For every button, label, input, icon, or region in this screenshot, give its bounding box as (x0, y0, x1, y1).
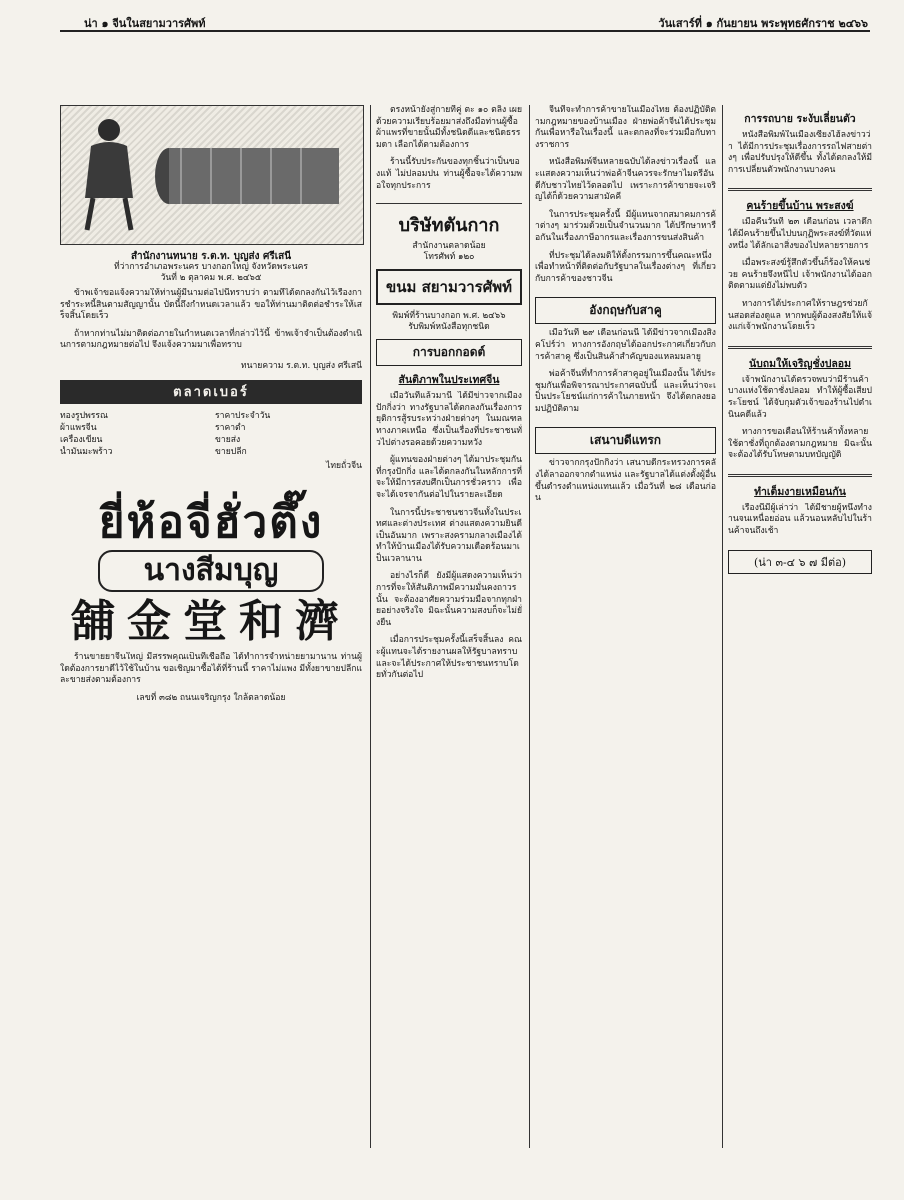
news-heading: การบอกกอดต์ (376, 339, 522, 366)
article-paragraph: ในการประชุมครั้งนี้ มีผู้แทนจากสมาคมการค้าต่างๆ มาร่วมด้วยเป็นจำนวนมาก ได้ปรึกษาหารือกันในเรื่องภาษีอากรและเรื่องการขนส่งสินค้า (535, 209, 716, 243)
column-3 (535, 105, 716, 1148)
article-paragraph: หนังสือพิมพ์จีนหลายฉบับได้ลงข่าวเรื่องนี้ และแสดงความเห็นว่าพ่อค้าจีนควรจะรักษาไมตรีอันดีกับชาวไทยไว้ตลอดไป เพราะการค้าขายจะเจริญได้ก็ด้วยความสามัคคี (535, 157, 716, 203)
list-item: เครื่องเขียน (60, 434, 103, 445)
publisher-line: พิมพ์ที่ร้านบางกอก พ.ศ. ๒๔๖๖ (392, 311, 506, 322)
notice-paragraph: ถ้าหากท่านไม่มาติดต่อภายในกำหนดเวลาที่กล่าวไว้นี้ ข้าพเจ้าจำเป็นต้องดำเนินการตามกฎหมายต่อไป จึงแจ้งความมาเพื่อทราบ (60, 328, 362, 351)
news-heading: คนร้ายขึ้นบ้าน พระสงฆ์ (746, 200, 854, 213)
notice-paragraph: ข้าพเจ้าขอแจ้งความให้ท่านผู้มีนามต่อไปนี้ทราบว่า ตามที่ได้ตกลงกันไว้เรื่องการชำระหนี้สินตามสัญญานั้น บัดนี้ถึงกำหนดเวลาแล้ว ขอให้ท่านมาติดต่อชำระให้เสร็จสิ้นโดยเร็ว (60, 288, 362, 322)
brand-name-chinese: 舖金堂和濟 (71, 595, 351, 647)
figure-illustration-icon (73, 112, 145, 232)
continued-note: (น่า ๓-๔ ๖ ๗ มีต่อ) (728, 550, 872, 574)
brand-paragraph: ร้านขายยาจีนใหญ่ มีสรรพคุณเป็นที่เชื่อถือ ได้ทำการจำหน่ายยามานาน ท่านผู้ใดต้องการยาดีไว้ใช้ในบ้าน ขอเชิญมาซื้อได้ที่ร้านนี้ ราคาไม่แพง มีทั้งยาขายปลีกและขายส่งตามต้องการ (60, 651, 362, 686)
news-heading: เสนาบดีแทรก (535, 427, 716, 454)
notice-signature: ทนายความ ร.ต.ท. บุญส่ง ศรีเสนี (240, 360, 362, 371)
news-paragraph: เจ้าพนักงานได้ตรวจพบว่ามีร้านค้าบางแห่งใช้ตาชั่งปลอม ทำให้ผู้ซื้อเสียประโยชน์ ได้จับกุมตัวเจ้าของร้านไปดำเนินคดีแล้ว (728, 374, 872, 420)
news-paragraph: เมื่อวันที่ ๒๙ เดือนก่อนนี้ ได้มีข่าวจากเมืองสิงคโปร์ว่า ทางการอังกฤษได้ออกประกาศเกี่ยวกับการค้าสาคู ซึ่งเป็นสินค้าสำคัญของแหลมมลายู (535, 328, 716, 362)
market-banner: ตลาดเบอร์ (60, 380, 362, 404)
news-paragraph: ข่าวจากกรุงปักกิ่งว่า เสนาบดีกระทรวงการคลังได้ลาออกจากตำแหน่ง และรัฐบาลได้แต่งตั้งผู้อื่นขึ้นดำรงตำแหน่งแทนแล้ว เมื่อวันที่ ๒๘ เดือนก่อน (535, 458, 716, 504)
header-rule (60, 30, 870, 32)
article-paragraph: ตรงหน้ายังสู่กายที่คู่ ตะ ๑๐ ตลิ่ง เผยด้วยความเรียบร้อยมาส่งถึงมือท่านผู้ซื้อ ผ้าแพรที่ขายนั้นมีทั้งชนิดดีและชนิดธรรมดา เลือกได้ตามต้องการ (376, 105, 522, 150)
article-paragraph: ที่ประชุมได้ลงมติให้ตั้งกรรมการขึ้นคณะหนึ่ง เพื่อทำหน้าที่ติดต่อกับรัฐบาลในเรื่องต่างๆ ที่เกี่ยวกับการค้าของชาวจีน (535, 250, 716, 284)
article-paragraph: ร้านนี้รับประกันของทุกชิ้นว่าเป็นของแท้ ไม่ปลอมปน ท่านผู้ซื้อจะได้ความพอใจทุกประการ (376, 157, 522, 191)
column-divider (722, 105, 723, 1148)
illustration (60, 105, 364, 245)
list-item: ราคาประจำวัน (215, 410, 271, 421)
page-header-left: น่า ๑ จีนในสยามวารศัพท์ (84, 17, 206, 30)
news-heading: อังกฤษกับสาคู (535, 297, 716, 324)
news-paragraph: ผู้แทนของฝ่ายต่างๆ ได้มาประชุมกันที่กรุงปักกิ่ง และได้ตกลงกันในหลักการที่จะให้มีการสงบศึกเป็นการชั่วคราว เพื่อจะได้เจรจากันต่อไปในรายละเอียด (376, 455, 522, 500)
brand-name-thai: ยี่ห้อจี่ฮั่วตึ๊ง (98, 496, 324, 548)
news-subheading: สันติภาพในประเทศจีน (398, 374, 500, 387)
news-paragraph: ทางการได้ประกาศให้ราษฎรช่วยกันสอดส่องดูแล หากพบผู้ต้องสงสัยให้แจ้งแก่เจ้าพนักงานโดยเร็ว (728, 298, 872, 333)
news-paragraph: อย่างไรก็ดี ยังมีผู้แสดงความเห็นว่า การที่จะให้สันติภาพมีความมั่นคงถาวรนั้น จะต้องอาศัยความร่วมมือจากทุกฝ่ายอย่างจริงใจ มิฉะนั้นความสงบก็จะไม่ยั่งยืน (376, 571, 522, 628)
rolled-fabric-icon (151, 136, 351, 216)
news-heading: ทำเต็มงายเหมือนกัน (754, 485, 846, 498)
news-paragraph: หนังสือพิมพ์ในเมืองเซี่ยงไฮ้ลงข่าวว่า ได้มีการประชุมเรื่องการรถไฟสายต่างๆ เพื่อปรับปรุงให้ดีขึ้น ทั้งได้ตกลงให้มีการเปลี่ยนตัวพนักงานบางคน (728, 130, 872, 175)
news-paragraph: เมื่อพระสงฆ์รู้สึกตัวขึ้นก็ร้องให้คนช่วย คนร้ายจึงหนีไป เจ้าพนักงานได้ออกติดตามแต่ยังไม่พบตัว (728, 258, 872, 292)
news-paragraph: พ่อค้าจีนที่ทำการค้าสาคูอยู่ในเมืองนั้น ได้ประชุมกันเพื่อพิจารณาประกาศฉบับนี้ และเห็นว่าจะเป็นประโยชน์แก่การค้าในภายหน้า จึงได้ตกลงยอมปฏิบัติตาม (535, 369, 716, 414)
list-item: ผ้าแพรจีน (60, 422, 97, 433)
column-4 (728, 105, 872, 1148)
column-divider (370, 105, 371, 1148)
list-signature: ไทยถั่วจีน (326, 460, 362, 471)
page-header-right: วันเสาร์ที่ ๑ กันยายน พระพุทธศักราช ๒๔๖๖ (658, 17, 868, 30)
company-office: สำนักงานตลาดน้อย (412, 241, 486, 252)
news-paragraph: เมื่อคืนวันที่ ๒๓ เดือนก่อน เวลาดึกได้มีคนร้ายขึ้นไปบนกุฏิพระสงฆ์ที่วัดแห่งหนึ่ง ได้ลักเอาสิ่งของไปหลายรายการ (728, 217, 872, 251)
list-item: ขายส่ง (215, 434, 241, 445)
column-divider (529, 105, 530, 1148)
list-item: ทองรูปพรรณ (60, 410, 108, 421)
market-list (60, 410, 362, 458)
news-paragraph: ในการนี้ประชาชนชาวจีนทั้งในประเทศและต่างประเทศ ต่างแสดงความยินดีเป็นอันมาก เพราะสงครามกลางเมืองได้ทำให้บ้านเมืองได้รับความเดือดร้อนมาเป็นเวลานาน (376, 507, 522, 564)
list-item: น้ำมันมะพร้าว (60, 446, 113, 457)
news-paragraph: เรื่องนี้มีผู้เล่าว่า ได้มีชายผู้หนึ่งทำงานจนเหนื่อยอ่อน แล้วนอนหลับไปในร้านค้าจนถึงเช้า (728, 502, 872, 537)
publisher-line: รับพิมพ์หนังสือทุกชนิด (408, 322, 490, 333)
brand-name-secondary: นางสีมบุญ (98, 550, 324, 592)
list-item: ขายปลีก (215, 446, 247, 457)
column-1 (60, 105, 362, 1148)
news-paragraph: เมื่อการประชุมครั้งนี้เสร็จสิ้นลง คณะผู้แทนจะได้รายงานผลให้รัฐบาลทราบ และจะได้ประกาศให้ประชาชนทราบโดยทั่วกันต่อไป (376, 635, 522, 681)
company-phone: โทรศัพท์ ๑๒๐ (423, 252, 475, 263)
news-paragraph: เมื่อวันที่แล้วมานี้ ได้มีข่าวจากเมืองปักกิ่งว่า ทางรัฐบาลได้ตกลงกันเรื่องการยุติการสู้รบระหว่างฝ่ายต่างๆ ในมณฑลทางภาคเหนือ ซึ่งเป็นเรื่องที่ประชาชนทั่วไปต่างรอคอยด้วยความหวัง (376, 391, 522, 448)
column-2 (376, 105, 522, 1148)
news-heading: การรถบาย ระงับเลี่ยนตัว (744, 113, 856, 125)
list-item: ราคาต่ำ (215, 422, 246, 433)
publisher-box: ขนม สยามวารศัพท์ (376, 269, 522, 305)
notice-title: สำนักงานทนาย ร.ต.ท. บุญส่ง ศรีเสนี (130, 251, 292, 262)
notice-subtitle: ที่ว่าการอำเภอพระนคร บางกอกใหญ่ จังหวัดพระนคร (114, 262, 308, 272)
news-heading: นับถมให้เจริญชั่งปลอม (748, 357, 852, 370)
notice-date: วันที่ ๒ ตุลาคม พ.ศ. ๒๔๖๕ (160, 273, 262, 283)
brand-address: เลขที่ ๓๘๒ ถนนเจริญกรุง ใกล้ตลาดน้อย (136, 692, 286, 703)
company-name: บริษัทตันกาก (398, 215, 500, 237)
news-paragraph: ทางการขอเตือนให้ร้านค้าทั้งหลายใช้ตาชั่งที่ถูกต้องตามกฎหมาย มิฉะนั้นจะต้องได้รับโทษตามบทบัญญัติ (728, 427, 872, 461)
article-paragraph: จีนที่จะทำการค้าขายในเมืองไทย ต้องปฏิบัติตามกฎหมายของบ้านเมือง ฝ่ายพ่อค้าจีนได้ประชุมกันเพื่อหารือในเรื่องนี้ และตกลงที่จะร่วมมือกับทางราชการ (535, 105, 716, 150)
